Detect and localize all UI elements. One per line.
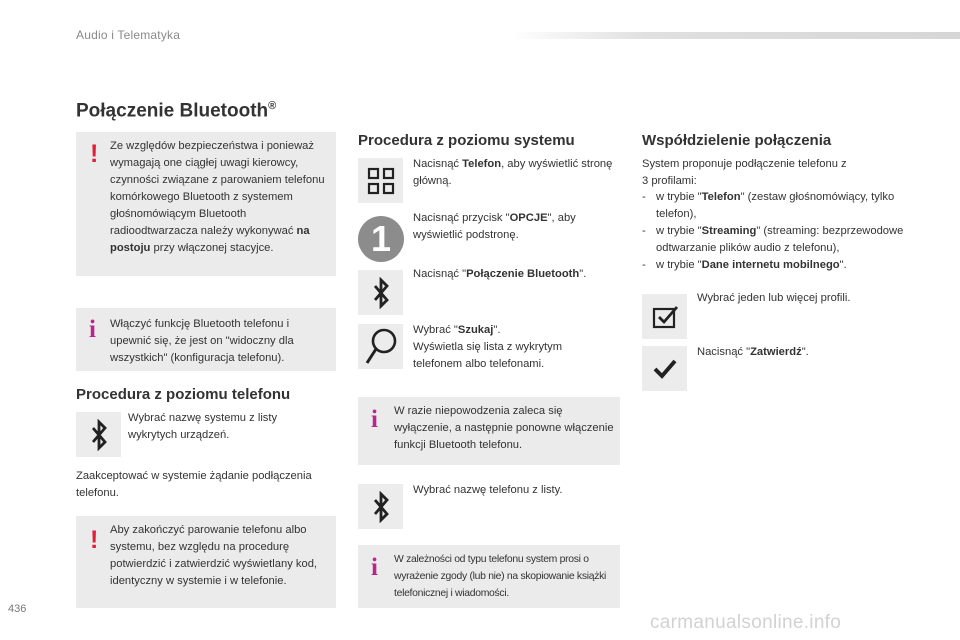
bluetooth-connection-button[interactable] [358, 270, 403, 315]
confirm-button[interactable] [642, 346, 687, 391]
watermark: carmanualsonline.info [650, 612, 842, 633]
step-press-phone [413, 156, 613, 190]
info-icon: i [89, 316, 96, 343]
heading-phone-procedure: Procedura z poziomu telefonu [76, 386, 291, 403]
profile-text-part: w trybie " [656, 191, 702, 203]
bluetooth-phone-select-button[interactable] [358, 484, 403, 529]
step-text-part: Nacisnąć [413, 158, 463, 170]
info-icon: i [371, 406, 378, 433]
info-text-visibility: Włączyć funkcję Bluetooth telefonu i upewnić się, że jest on "widoczny dla wszystkich" (konfiguracja telefonu). [110, 318, 294, 364]
grid-icon [367, 167, 395, 195]
step-text-bold: Szukaj [457, 324, 494, 336]
profiles-list [642, 189, 912, 274]
warning-text-part: Ze względów bezpieczeństwa i ponieważ wymagają one ciągłej uwagi kierowcy, czynności związane z parowaniem telefonu komórkowego Bluetooth z systemem głośnomówiącym Bluetooth radioodtwarzacza należy wykonywać [110, 140, 325, 237]
bluetooth-button[interactable] [76, 412, 121, 457]
step-text-bold: Telefon [462, 158, 502, 170]
profile-text-bold: Dane internetu mobilnego [701, 259, 840, 271]
step-select-system-name: Wybrać nazwę systemu z listy wykrytych urządzeń. [128, 412, 278, 441]
profile-text-bold: Streaming [701, 225, 757, 237]
step-text-part: ". [801, 346, 809, 358]
bluetooth-icon [372, 491, 390, 523]
section-header: Audio i Telematyka [76, 28, 181, 42]
bluetooth-icon [90, 419, 108, 451]
warning-icon: ! [90, 140, 99, 168]
step-text-bold: Zatwierdź [750, 346, 802, 358]
step-text-part: ". [579, 268, 587, 280]
header-bar [510, 32, 960, 39]
search-button[interactable] [358, 324, 403, 369]
checkmark-icon [653, 359, 677, 379]
profile-text-part: w trybie " [656, 225, 702, 237]
step-text-part: Nacisnąć " [697, 346, 751, 358]
warning-icon: ! [90, 526, 99, 554]
info-box-visibility [76, 308, 336, 371]
checklist-icon [651, 304, 679, 330]
step-number-badge: 1 [358, 216, 404, 262]
step-select-profiles: Wybrać jeden lub więcej profili. [697, 292, 851, 304]
select-profiles-button[interactable] [642, 294, 687, 339]
step-text-part: ", aby wyświetlić podstronę. [413, 212, 576, 241]
profiles-intro: System proponuje podłączenie telefonu z 3 profilami: [642, 158, 847, 187]
page-title-text: Połączenie Bluetooth [76, 100, 269, 122]
step-press-confirm [697, 344, 897, 361]
step-text-part: Wybrać " [413, 324, 458, 336]
step-text-part: Wyświetla się lista z wykrytym telefonem albo telefonami. [413, 341, 563, 370]
warning-text-safety [110, 138, 325, 257]
step-text-part: , aby wyświetlić stronę główną. [413, 158, 613, 187]
page-number: 436 [8, 603, 27, 615]
profile-text-part: w trybie " [656, 259, 702, 271]
step-text-part: Nacisnąć przycisk " [413, 212, 510, 224]
info-icon: i [371, 554, 378, 581]
bluetooth-icon [372, 277, 390, 309]
info-text-failure: W razie niepowodzenia zaleca się wyłączenie, a następnie ponowne włączenie funkcji Bluetooth telefonu. [394, 405, 614, 451]
warning-text-part: przy włączonej stacyjce. [150, 242, 274, 254]
step-text-bold: Połączenie Bluetooth [466, 268, 580, 280]
step-accept-request: Zaakceptować w systemie żądanie podłączenia telefonu. [76, 470, 312, 499]
info-text-phonebook: W zależności od typu telefonu system prosi o wyrażenie zgody (lub nie) na skopiowanie książki telefonicznej i wiadomości. [394, 554, 606, 599]
profile-text-bold: Telefon [701, 191, 741, 203]
profile-item-streaming [642, 223, 912, 257]
step-text-part: ". [493, 324, 501, 336]
step-select-search [413, 322, 613, 373]
heading-system-procedure: Procedura z poziomu systemu [358, 132, 575, 149]
profile-text-part: ". [839, 259, 847, 271]
warning-box-safety [76, 132, 336, 276]
info-box-failure [358, 397, 620, 465]
heading-connection-sharing: Współdzielenie połączenia [642, 132, 832, 149]
profile-text-part: " (streaming: bezprzewodowe odtwarzanie plików audio z telefonu), [656, 225, 904, 254]
step-press-options [413, 210, 613, 244]
step-text-bold: OPCJE [509, 212, 548, 224]
step-select-phone-name: Wybrać nazwę telefonu z listy. [413, 484, 563, 496]
profile-item-mobile-data [642, 257, 912, 274]
warning-text-pairing-code: Aby zakończyć parowanie telefonu albo systemu, bez względu na procedurę potwierdzić i zatwierdzić wyświetlany kod, identyczny w systemie i w telefonie. [110, 524, 318, 587]
page-title [76, 100, 276, 122]
info-box-phonebook [358, 545, 620, 608]
trademark: ® [268, 100, 277, 112]
warning-box-pairing-code [76, 516, 336, 608]
profile-text-part: " (zestaw głośnomówiący, tylko telefon), [656, 191, 895, 220]
warning-text-bold: na postoju [110, 225, 310, 254]
phone-home-button[interactable] [358, 158, 403, 203]
step-press-bluetooth-connection [413, 266, 623, 283]
profile-item-phone [642, 189, 912, 223]
search-icon [364, 327, 398, 367]
step-text-part: Nacisnąć " [413, 268, 467, 280]
